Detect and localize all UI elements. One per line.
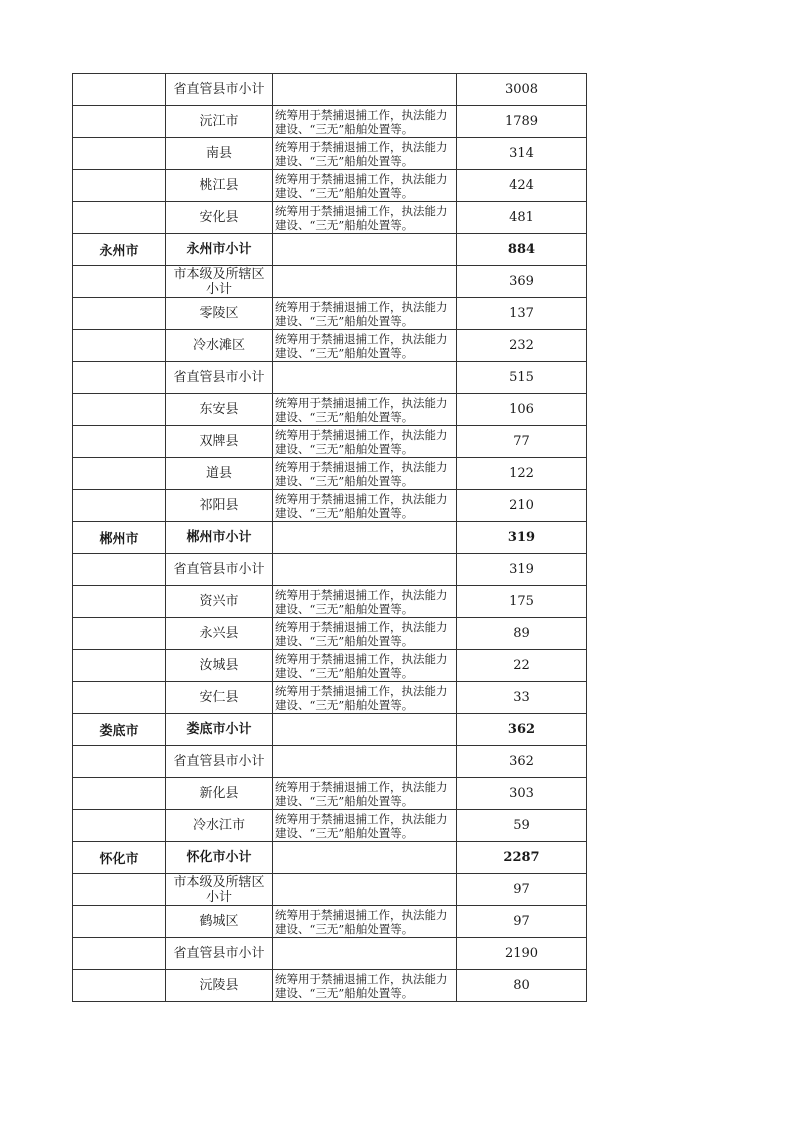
table-row (73, 778, 587, 810)
amount-cell: 2287 (457, 842, 587, 874)
amount-cell: 97 (457, 874, 587, 906)
purpose-cell (273, 362, 457, 394)
purpose-cell (273, 746, 457, 778)
city-cell: 永州市 (73, 234, 166, 266)
table-row (73, 170, 587, 202)
table-row (73, 586, 587, 618)
table-row (73, 746, 587, 778)
table-row (73, 234, 587, 266)
region-name-cell: 新化县 (166, 778, 273, 810)
purpose-cell: 统筹用于禁捕退捕工作，执法能力建设、“三无”船舶处置等。 (273, 298, 457, 330)
allocation-table (72, 73, 587, 1002)
city-cell (73, 202, 166, 234)
city-cell (73, 810, 166, 842)
amount-cell: 89 (457, 618, 587, 650)
amount-cell: 59 (457, 810, 587, 842)
amount-cell: 884 (457, 234, 587, 266)
table-row (73, 106, 587, 138)
purpose-cell: 统筹用于禁捕退捕工作，执法能力建设、“三无”船舶处置等。 (273, 330, 457, 362)
table-row (73, 938, 587, 970)
region-name-cell: 冷水江市 (166, 810, 273, 842)
purpose-cell: 统筹用于禁捕退捕工作，执法能力建设、“三无”船舶处置等。 (273, 618, 457, 650)
city-cell (73, 170, 166, 202)
purpose-cell: 统筹用于禁捕退捕工作，执法能力建设、“三无”船舶处置等。 (273, 138, 457, 170)
table-row (73, 298, 587, 330)
city-cell (73, 106, 166, 138)
region-name-cell: 省直管县市小计 (166, 74, 273, 106)
region-name-cell: 桃江县 (166, 170, 273, 202)
purpose-cell: 统筹用于禁捕退捕工作，执法能力建设、“三无”船舶处置等。 (273, 906, 457, 938)
table-row (73, 618, 587, 650)
region-name-cell: 怀化市小计 (166, 842, 273, 874)
city-cell (73, 618, 166, 650)
region-name-cell: 娄底市小计 (166, 714, 273, 746)
city-cell (73, 490, 166, 522)
table-row (73, 810, 587, 842)
table-row (73, 202, 587, 234)
amount-cell: 106 (457, 394, 587, 426)
purpose-cell: 统筹用于禁捕退捕工作，执法能力建设、“三无”船舶处置等。 (273, 970, 457, 1002)
city-cell (73, 362, 166, 394)
purpose-cell: 统筹用于禁捕退捕工作，执法能力建设、“三无”船舶处置等。 (273, 778, 457, 810)
city-cell (73, 330, 166, 362)
table-row (73, 970, 587, 1002)
amount-cell: 515 (457, 362, 587, 394)
table-row (73, 458, 587, 490)
region-name-cell: 东安县 (166, 394, 273, 426)
city-cell (73, 682, 166, 714)
region-name-cell: 永兴县 (166, 618, 273, 650)
amount-cell: 424 (457, 170, 587, 202)
purpose-cell: 统筹用于禁捕退捕工作，执法能力建设、“三无”船舶处置等。 (273, 202, 457, 234)
purpose-cell (273, 554, 457, 586)
amount-cell: 122 (457, 458, 587, 490)
purpose-cell (273, 938, 457, 970)
city-cell: 怀化市 (73, 842, 166, 874)
region-name-cell: 安仁县 (166, 682, 273, 714)
table-row (73, 682, 587, 714)
city-cell (73, 394, 166, 426)
region-name-cell: 沅江市 (166, 106, 273, 138)
region-name-cell: 郴州市小计 (166, 522, 273, 554)
region-name-cell: 祁阳县 (166, 490, 273, 522)
table-row (73, 394, 587, 426)
region-name-cell: 市本级及所辖区小计 (166, 874, 273, 906)
amount-cell: 22 (457, 650, 587, 682)
city-cell (73, 458, 166, 490)
city-cell (73, 746, 166, 778)
amount-cell: 319 (457, 554, 587, 586)
purpose-cell: 统筹用于禁捕退捕工作，执法能力建设、“三无”船舶处置等。 (273, 394, 457, 426)
city-cell (73, 586, 166, 618)
amount-cell: 319 (457, 522, 587, 554)
amount-cell: 362 (457, 746, 587, 778)
table-row (73, 522, 587, 554)
amount-cell: 33 (457, 682, 587, 714)
amount-cell: 175 (457, 586, 587, 618)
table-row (73, 330, 587, 362)
amount-cell: 3008 (457, 74, 587, 106)
purpose-cell (273, 842, 457, 874)
purpose-cell: 统筹用于禁捕退捕工作，执法能力建设、“三无”船舶处置等。 (273, 106, 457, 138)
amount-cell: 77 (457, 426, 587, 458)
amount-cell: 481 (457, 202, 587, 234)
region-name-cell: 汝城县 (166, 650, 273, 682)
amount-cell: 97 (457, 906, 587, 938)
region-name-cell: 省直管县市小计 (166, 938, 273, 970)
table-row (73, 362, 587, 394)
city-cell (73, 74, 166, 106)
region-name-cell: 省直管县市小计 (166, 746, 273, 778)
city-cell (73, 554, 166, 586)
region-name-cell: 双牌县 (166, 426, 273, 458)
purpose-cell: 统筹用于禁捕退捕工作，执法能力建设、“三无”船舶处置等。 (273, 426, 457, 458)
amount-cell: 369 (457, 266, 587, 298)
table-row (73, 74, 587, 106)
region-name-cell: 冷水滩区 (166, 330, 273, 362)
purpose-cell (273, 874, 457, 906)
purpose-cell (273, 714, 457, 746)
table-row (73, 266, 587, 298)
purpose-cell: 统筹用于禁捕退捕工作，执法能力建设、“三无”船舶处置等。 (273, 458, 457, 490)
purpose-cell (273, 234, 457, 266)
amount-cell: 80 (457, 970, 587, 1002)
amount-cell: 362 (457, 714, 587, 746)
city-cell (73, 938, 166, 970)
purpose-cell: 统筹用于禁捕退捕工作，执法能力建设、“三无”船舶处置等。 (273, 586, 457, 618)
amount-cell: 1789 (457, 106, 587, 138)
table-row (73, 490, 587, 522)
region-name-cell: 沅陵县 (166, 970, 273, 1002)
table-row (73, 842, 587, 874)
city-cell: 娄底市 (73, 714, 166, 746)
amount-cell: 2190 (457, 938, 587, 970)
table-row (73, 138, 587, 170)
region-name-cell: 南县 (166, 138, 273, 170)
region-name-cell: 省直管县市小计 (166, 362, 273, 394)
purpose-cell (273, 266, 457, 298)
purpose-cell: 统筹用于禁捕退捕工作，执法能力建设、“三无”船舶处置等。 (273, 682, 457, 714)
purpose-cell: 统筹用于禁捕退捕工作，执法能力建设、“三无”船舶处置等。 (273, 490, 457, 522)
region-name-cell: 省直管县市小计 (166, 554, 273, 586)
purpose-cell: 统筹用于禁捕退捕工作，执法能力建设、“三无”船舶处置等。 (273, 810, 457, 842)
table-row (73, 874, 587, 906)
table-row (73, 906, 587, 938)
purpose-cell (273, 522, 457, 554)
city-cell (73, 970, 166, 1002)
city-cell (73, 650, 166, 682)
amount-cell: 137 (457, 298, 587, 330)
purpose-cell: 统筹用于禁捕退捕工作，执法能力建设、“三无”船舶处置等。 (273, 650, 457, 682)
city-cell (73, 266, 166, 298)
city-cell (73, 778, 166, 810)
amount-cell: 314 (457, 138, 587, 170)
amount-cell: 232 (457, 330, 587, 362)
region-name-cell: 安化县 (166, 202, 273, 234)
purpose-cell (273, 74, 457, 106)
city-cell (73, 138, 166, 170)
table-row (73, 554, 587, 586)
city-cell (73, 906, 166, 938)
purpose-cell: 统筹用于禁捕退捕工作，执法能力建设、“三无”船舶处置等。 (273, 170, 457, 202)
amount-cell: 210 (457, 490, 587, 522)
table-row (73, 426, 587, 458)
city-cell (73, 298, 166, 330)
table-row (73, 650, 587, 682)
city-cell: 郴州市 (73, 522, 166, 554)
region-name-cell: 鹤城区 (166, 906, 273, 938)
region-name-cell: 永州市小计 (166, 234, 273, 266)
city-cell (73, 874, 166, 906)
table-body (73, 74, 587, 1002)
region-name-cell: 零陵区 (166, 298, 273, 330)
region-name-cell: 道县 (166, 458, 273, 490)
region-name-cell: 市本级及所辖区小计 (166, 266, 273, 298)
region-name-cell: 资兴市 (166, 586, 273, 618)
table-row (73, 714, 587, 746)
amount-cell: 303 (457, 778, 587, 810)
city-cell (73, 426, 166, 458)
